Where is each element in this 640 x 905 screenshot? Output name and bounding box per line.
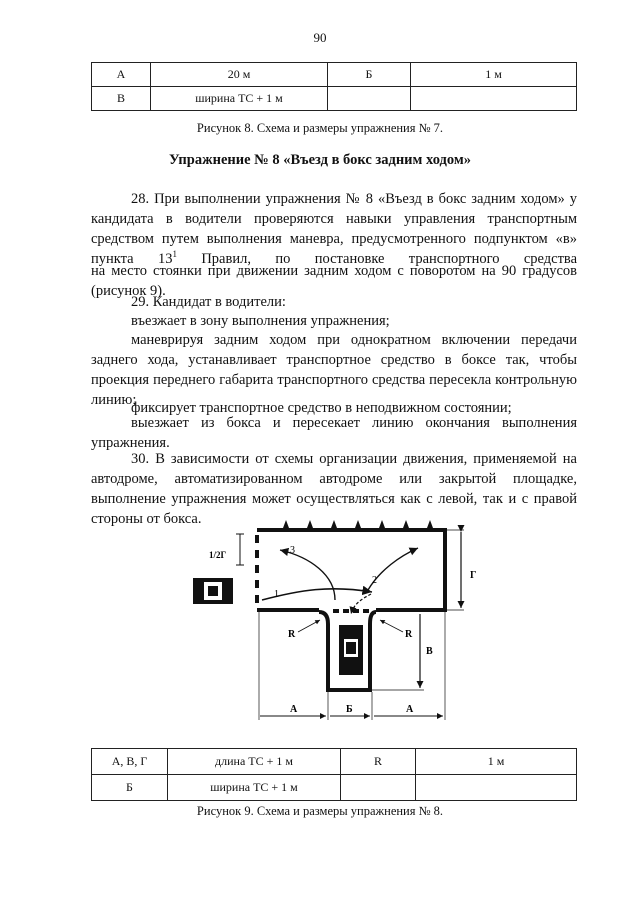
label-1: 1 — [274, 589, 279, 600]
table-cell: А — [92, 63, 151, 87]
table-cell: R — [341, 749, 416, 775]
paragraph-29-intro: 29. Кандидат в водители: — [131, 294, 286, 310]
box-left-wall — [319, 612, 328, 690]
start-line-dashed — [255, 535, 259, 603]
table-cell: длина ТС + 1 м — [168, 749, 341, 775]
page-number: 90 — [313, 30, 327, 45]
footnote-superscript: 1 — [172, 249, 177, 260]
list-item: маневрируя задним ходом при однократном включении передачи заднего хода, устанавливает транспортное средство в боксе так, чтобы проекция переднего габарита транспортного средства пересекла контрольную линию; — [91, 332, 577, 408]
table-cell: ширина ТС + 1 м — [151, 87, 328, 111]
exercise-heading: Упражнение № 8 «Въезд в бокс задним ходом» — [168, 152, 471, 168]
paragraph-28-text-cont: Правил, по постановке транспортного средства — [176, 251, 577, 267]
label-a-left: А — [290, 704, 298, 715]
right-border-line — [443, 528, 447, 612]
list-item: выезжает из бокса и пересекает линию окончания выполнения упражнения. — [91, 415, 577, 451]
label-a-right: А — [406, 704, 414, 715]
figure-caption-9: Рисунок 9. Схема и размеры упражнения № 8. — [196, 804, 444, 818]
table-cell: 1 м — [416, 749, 577, 775]
paragraph-28-end: на место стоянки при движении задним ходом с поворотом на 90 градусов (рисунок 9). — [91, 263, 577, 299]
trajectory-3 — [280, 550, 335, 600]
cone-row-top — [283, 520, 433, 528]
label-3: 3 — [290, 545, 295, 556]
table-cell: В — [92, 87, 151, 111]
table-cell: 1 м — [411, 63, 577, 87]
table-cell: Б — [328, 63, 411, 87]
table-cell: Б — [92, 775, 168, 801]
bottom-border-right — [376, 608, 447, 612]
table-cell: 20 м — [151, 63, 328, 87]
label-half-g: 1/2Г — [209, 550, 227, 560]
paragraph-28-text: 28. При выполнении упражнения № 8 «Въезд в бокс задним ходом» у кандидата в водители проверяются навыки управления транспортным средством путем выполнения маневра, предусмотренного подпунктом «в» пункта 13 — [91, 191, 577, 267]
table-cell: А, В, Г — [92, 749, 168, 775]
figure-caption-8: Рисунок 8. Схема и размеры упражнения № 7. — [196, 121, 444, 135]
label-r-left: R — [288, 629, 296, 640]
box-right-wall — [370, 612, 376, 690]
exercise-8-diagram — [0, 515, 640, 755]
dimensions-table-top — [91, 62, 577, 111]
table-cell-empty — [341, 775, 416, 801]
list-item: въезжает в зону выполнения упражнения; — [131, 313, 390, 329]
label-r-right: R — [405, 629, 413, 640]
top-border-line — [257, 528, 447, 532]
dimensions-table-bottom — [91, 748, 577, 801]
label-g: Г — [470, 570, 477, 581]
table-cell-empty — [328, 87, 411, 111]
box-back-wall — [326, 688, 372, 692]
list-item: фиксирует транспортное средство в неподвижном состоянии; — [131, 400, 512, 416]
label-2: 2 — [372, 575, 377, 586]
table-cell-empty — [416, 775, 577, 801]
label-b: Б — [346, 704, 353, 715]
paragraph-30: 30. В зависимости от схемы организации движения, применяемой на автодроме, автоматизированном автодроме или закрытой площадке, выполнение упражнения может осуществляться как с левой, так и с правой стороны от бокса. — [91, 451, 577, 527]
table-cell: ширина ТС + 1 м — [168, 775, 341, 801]
bottom-border-left — [257, 608, 319, 612]
label-v: В — [426, 646, 433, 657]
table-cell-empty — [411, 87, 577, 111]
paragraph-28 — [91, 189, 577, 269]
